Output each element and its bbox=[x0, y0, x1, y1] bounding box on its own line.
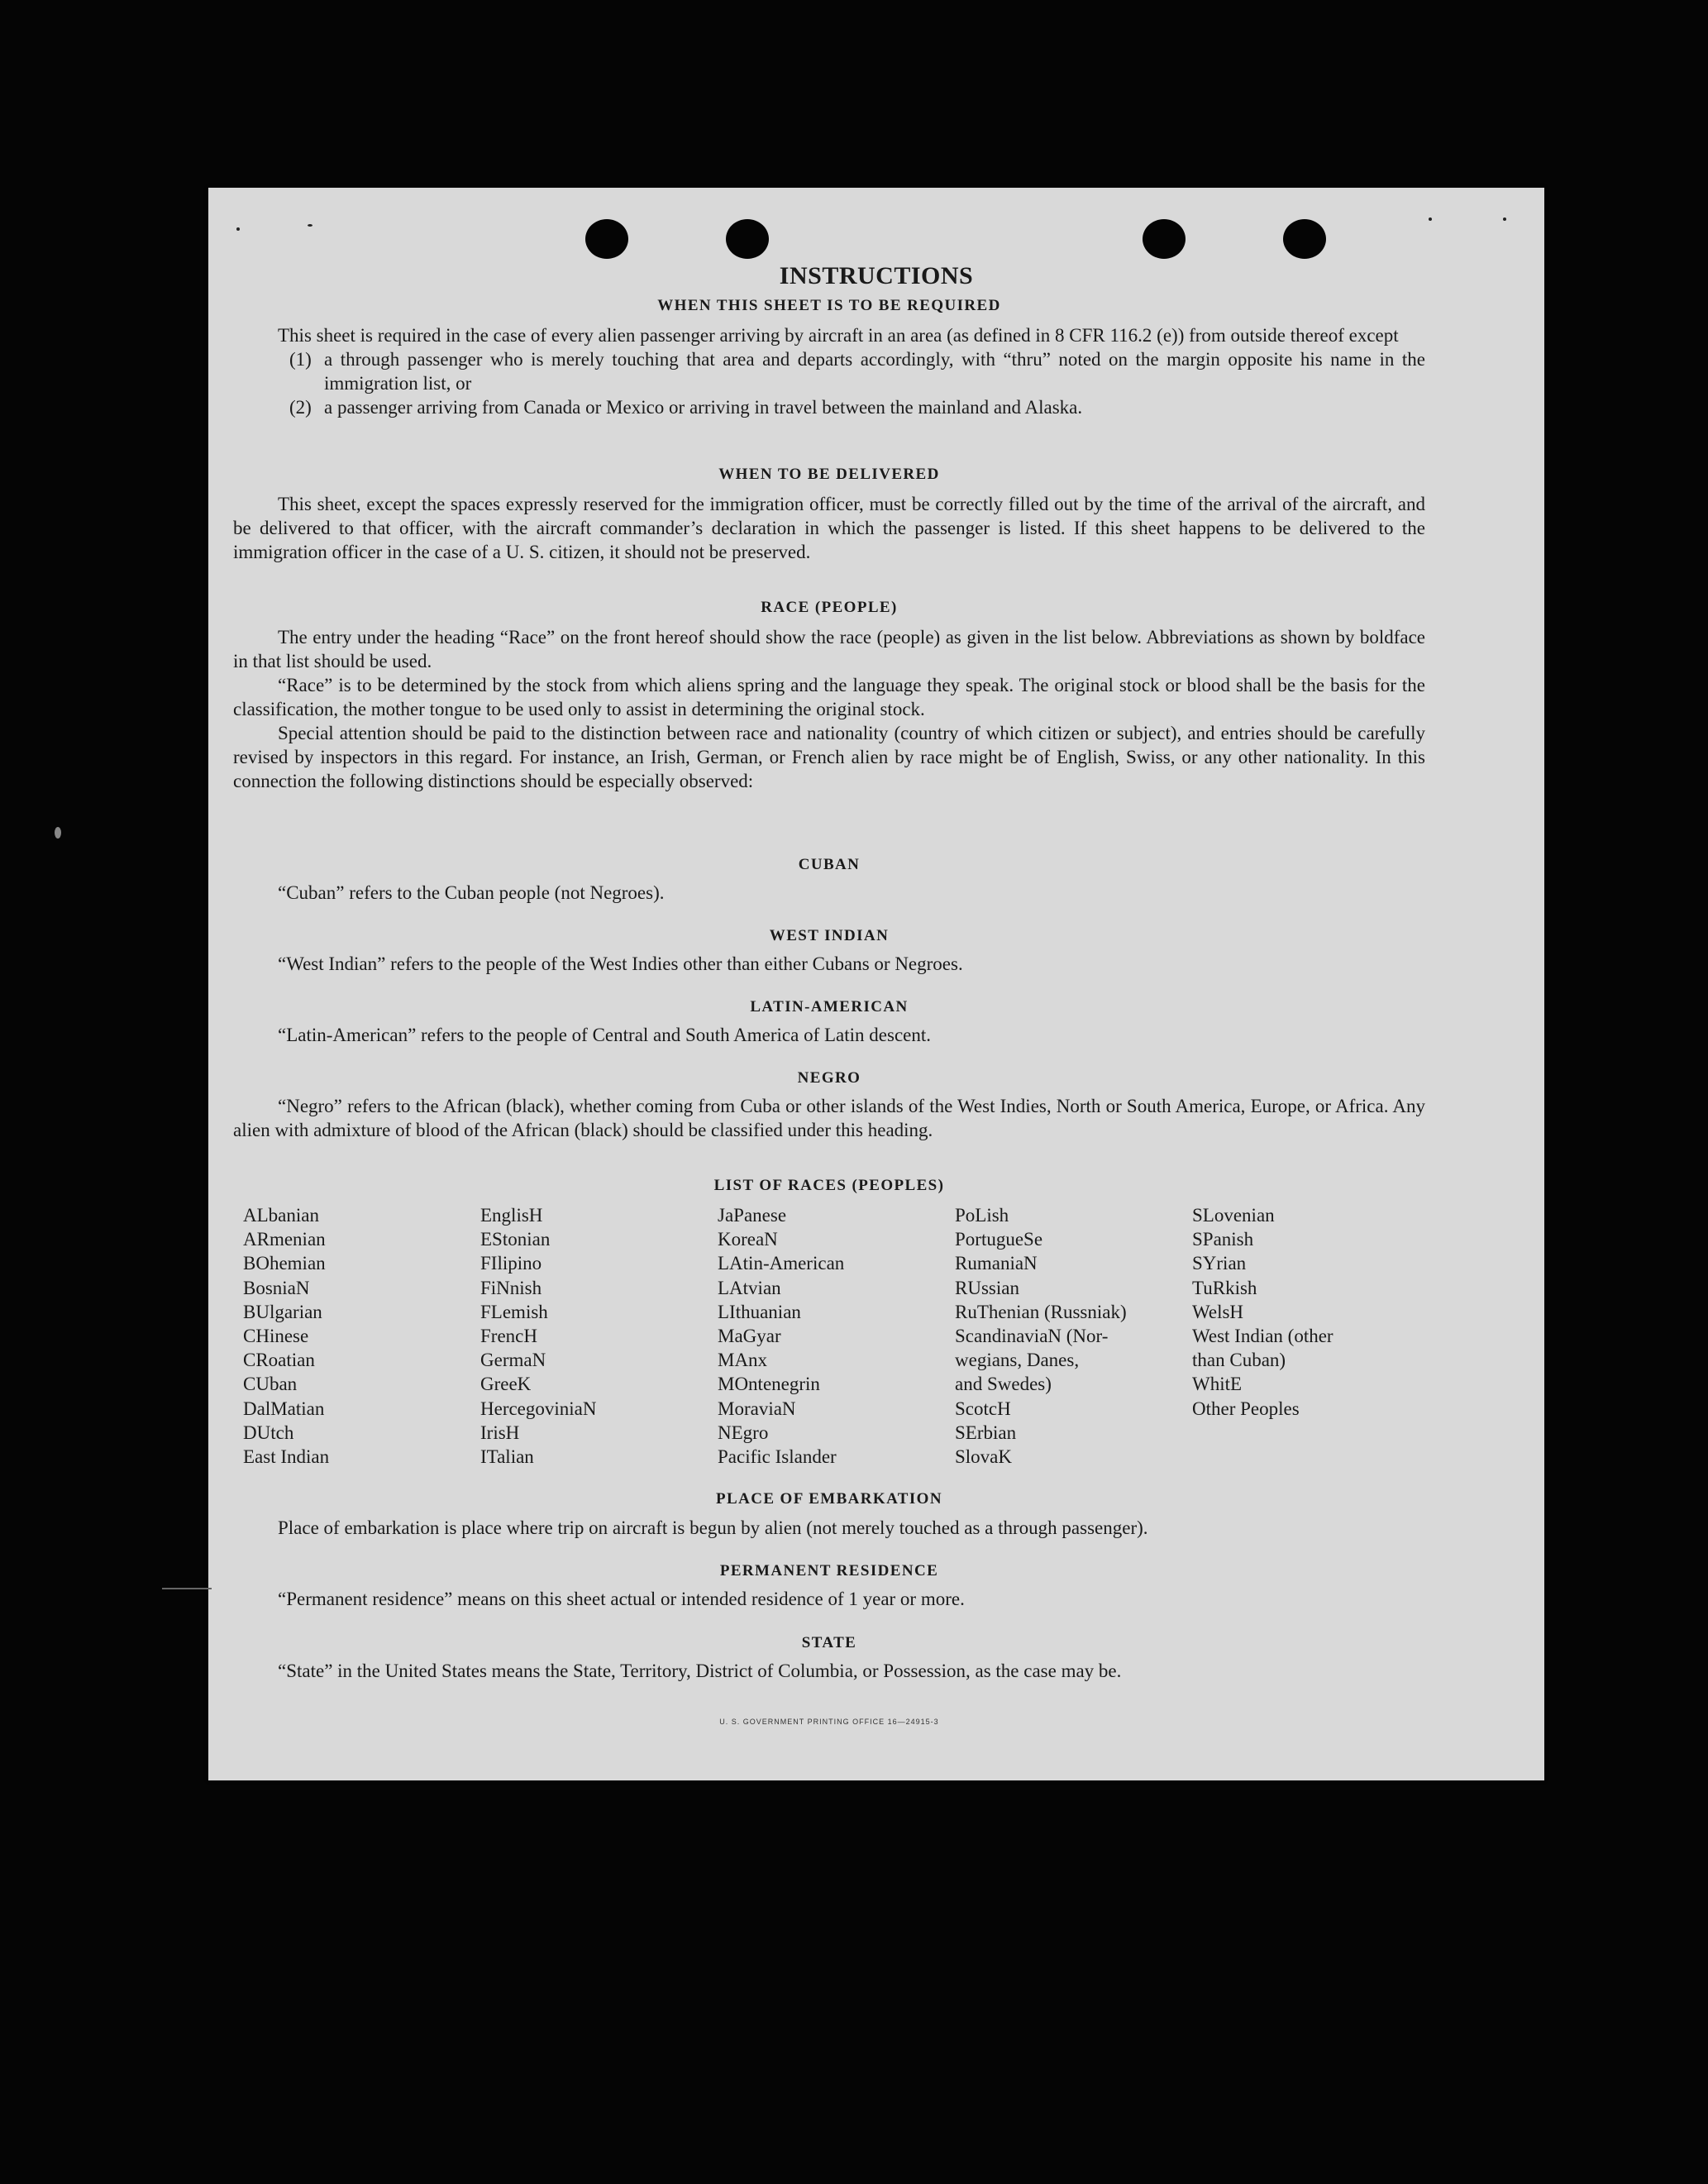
race-entry: Pacific Islander bbox=[718, 1446, 837, 1468]
heading-latin-american: LATIN-AMERICAN bbox=[750, 998, 909, 1016]
list-item bbox=[233, 395, 1425, 419]
heading-delivered: WHEN TO BE DELIVERED bbox=[718, 466, 940, 483]
race-entry: SYrian bbox=[1192, 1253, 1247, 1274]
race-entry: Other Peoples bbox=[1192, 1398, 1300, 1419]
item-text: a passenger arriving from Canada or Mexico or arriving in travel between the mainland and Alaska. bbox=[324, 397, 1083, 418]
race-entry: DUtch bbox=[243, 1422, 294, 1443]
race-entry: ITalian bbox=[480, 1446, 534, 1468]
race-entry: KoreaN bbox=[718, 1229, 778, 1250]
race-entry: CRoatian bbox=[243, 1350, 315, 1371]
race-entry: PortugueSe bbox=[955, 1229, 1043, 1250]
race-entry: HercegoviniaN bbox=[480, 1398, 597, 1419]
cuban-text: “Cuban” refers to the Cuban people (not Negroes). bbox=[278, 882, 665, 903]
race-entry: MAnx bbox=[718, 1350, 768, 1371]
required-intro: This sheet is required in the case of every alien passenger arriving by aircraft in an area (as defined in 8 CFR 116.2 (e)) from outside thereof except bbox=[278, 325, 1399, 346]
speck bbox=[1429, 217, 1432, 221]
delivered-text: This sheet, except the spaces expressly reserved for the immigration officer, must be correctly filled out by the time of the arrival of the aircraft, and be delivered to that officer, with the aircraft commander’s declaration in which the passenger is listed. If this sheet happens to be delivered to the immigration officer in the case of a U. S. citizen, it should not be preserved. bbox=[233, 494, 1425, 562]
list-item bbox=[233, 347, 1425, 395]
race-entry: CUban bbox=[243, 1374, 298, 1395]
race-entry: ScandinaviaN (Nor- bbox=[955, 1326, 1109, 1347]
race-entry: CHinese bbox=[243, 1326, 309, 1347]
west-indian-text: “West Indian” refers to the people of the West Indies other than either Cubans or Negroes. bbox=[278, 953, 963, 974]
embarkation-text: Place of embarkation is place where trip on aircraft is begun by alien (not merely touched as a through passenger). bbox=[278, 1517, 1148, 1538]
race-paragraph-1: The entry under the heading “Race” on the front hereof should show the race (people) as given in the list below. Abbreviations as shown by boldface in that list should be used. bbox=[233, 627, 1425, 671]
race-entry: PoLish bbox=[955, 1205, 1009, 1226]
race-entry: and Swedes) bbox=[955, 1374, 1052, 1395]
heading-race: RACE (PEOPLE) bbox=[761, 599, 898, 616]
race-entry: DalMatian bbox=[243, 1398, 325, 1419]
races-column bbox=[718, 1203, 955, 1469]
race-entry: FIlipino bbox=[480, 1253, 542, 1274]
race-entry: wegians, Danes, bbox=[955, 1350, 1080, 1371]
race-entry: BUlgarian bbox=[243, 1301, 322, 1322]
negro-text: “Negro” refers to the African (black), whether coming from Cuba or other islands of the West Indies, North or South America, Europe, or Africa. Any alien with admixture of blood of the African (black) should be classified under this heading. bbox=[233, 1096, 1425, 1140]
race-entry: EnglisH bbox=[480, 1205, 543, 1226]
races-column bbox=[955, 1203, 1192, 1469]
race-entry: LAtin-American bbox=[718, 1253, 845, 1274]
heading-list-of-races: LIST OF RACES (PEOPLES) bbox=[713, 1177, 945, 1194]
speck bbox=[1503, 217, 1506, 221]
race-paragraph-2: “Race” is to be determined by the stock from which aliens spring and the language they speak. The original stock or blood shall be the basis for the classification, the mother tongue to be used only to assist in determining the original stock. bbox=[233, 675, 1425, 719]
punch-hole bbox=[726, 219, 769, 259]
race-entry: MaGyar bbox=[718, 1326, 781, 1347]
item-text: a through passenger who is merely touching that area and departs accordingly, with “thru” noted on the margin opposite his name in the immigration list, or bbox=[324, 349, 1425, 394]
race-entry: JaPanese bbox=[718, 1205, 787, 1226]
race-entry: WhitE bbox=[1192, 1374, 1243, 1395]
race-entry: MOntenegrin bbox=[718, 1374, 820, 1395]
race-entry: LAtvian bbox=[718, 1277, 781, 1298]
heading-embarkation: PLACE OF EMBARKATION bbox=[716, 1490, 942, 1508]
speck bbox=[162, 1588, 212, 1589]
races-list bbox=[243, 1203, 1435, 1469]
race-entry: EStonian bbox=[480, 1229, 551, 1250]
latin-american-text: “Latin-American” refers to the people of Central and South America of Latin descent. bbox=[278, 1025, 931, 1045]
race-entry: SPanish bbox=[1192, 1229, 1254, 1250]
race-entry: FLemish bbox=[480, 1301, 548, 1322]
race-entry: RumaniaN bbox=[955, 1253, 1038, 1274]
heading-negro: NEGRO bbox=[797, 1069, 861, 1087]
race-entry: West Indian (other bbox=[1192, 1326, 1333, 1347]
races-column bbox=[243, 1203, 480, 1469]
race-entry: SlovaK bbox=[955, 1446, 1012, 1468]
page-title: INSTRUCTIONS bbox=[779, 262, 974, 289]
race-entry: than Cuban) bbox=[1192, 1350, 1286, 1371]
race-entry: East Indian bbox=[243, 1446, 330, 1468]
item-number: (2) bbox=[289, 397, 312, 418]
race-entry: LIthuanian bbox=[718, 1301, 801, 1322]
item-number: (1) bbox=[289, 349, 312, 370]
state-text: “State” in the United States means the State, Territory, District of Columbia, or Possession, as the case may be. bbox=[278, 1661, 1122, 1681]
race-entry: FiNnish bbox=[480, 1277, 542, 1298]
race-entry: IrisH bbox=[480, 1422, 520, 1443]
race-entry: SErbian bbox=[955, 1422, 1017, 1443]
instruction-sheet bbox=[208, 188, 1544, 1780]
heading-cuban: CUBAN bbox=[798, 856, 861, 873]
punch-hole bbox=[1283, 219, 1326, 259]
race-entry: MoraviaN bbox=[718, 1398, 796, 1419]
heading-west-indian: WEST INDIAN bbox=[769, 927, 890, 944]
race-entry: GreeK bbox=[480, 1374, 532, 1395]
race-entry: ALbanian bbox=[243, 1205, 319, 1226]
speck bbox=[236, 227, 240, 231]
race-entry: TuRkish bbox=[1192, 1277, 1257, 1298]
race-entry: FrencH bbox=[480, 1326, 537, 1347]
heading-permanent-residence: PERMANENT RESIDENCE bbox=[719, 1562, 939, 1579]
punch-hole bbox=[585, 219, 628, 259]
heading-required: WHEN THIS SHEET IS TO BE REQUIRED bbox=[657, 297, 1001, 314]
race-entry: GermaN bbox=[480, 1350, 546, 1371]
race-entry: BosniaN bbox=[243, 1277, 310, 1298]
race-entry: BOhemian bbox=[243, 1253, 326, 1274]
race-entry: ARmenian bbox=[243, 1229, 326, 1250]
race-entry: RUssian bbox=[955, 1277, 1019, 1298]
residence-text: “Permanent residence” means on this sheet actual or intended residence of 1 year or more. bbox=[278, 1589, 965, 1609]
race-entry: RuThenian (Russniak) bbox=[955, 1301, 1127, 1322]
heading-state: STATE bbox=[801, 1634, 857, 1651]
race-entry: NEgro bbox=[718, 1422, 769, 1443]
race-entry: SLovenian bbox=[1192, 1205, 1275, 1226]
races-column bbox=[1192, 1203, 1429, 1469]
printer-imprint: U. S. GOVERNMENT PRINTING OFFICE 16—24915-3 bbox=[719, 1718, 939, 1726]
speck bbox=[308, 224, 312, 227]
speck bbox=[55, 827, 61, 839]
races-column bbox=[480, 1203, 718, 1469]
race-entry: ScotcH bbox=[955, 1398, 1011, 1419]
race-paragraph-3: Special attention should be paid to the distinction between race and nationality (country of which citizen or subject), and entries should be carefully revised by inspectors in this regard. For instance, an Irish, German, or French alien by race might be of English, Swiss, or any other nationality. In this connection the following distinctions should be especially observed: bbox=[233, 723, 1425, 791]
punch-hole bbox=[1143, 219, 1186, 259]
race-entry: WelsH bbox=[1192, 1301, 1244, 1322]
